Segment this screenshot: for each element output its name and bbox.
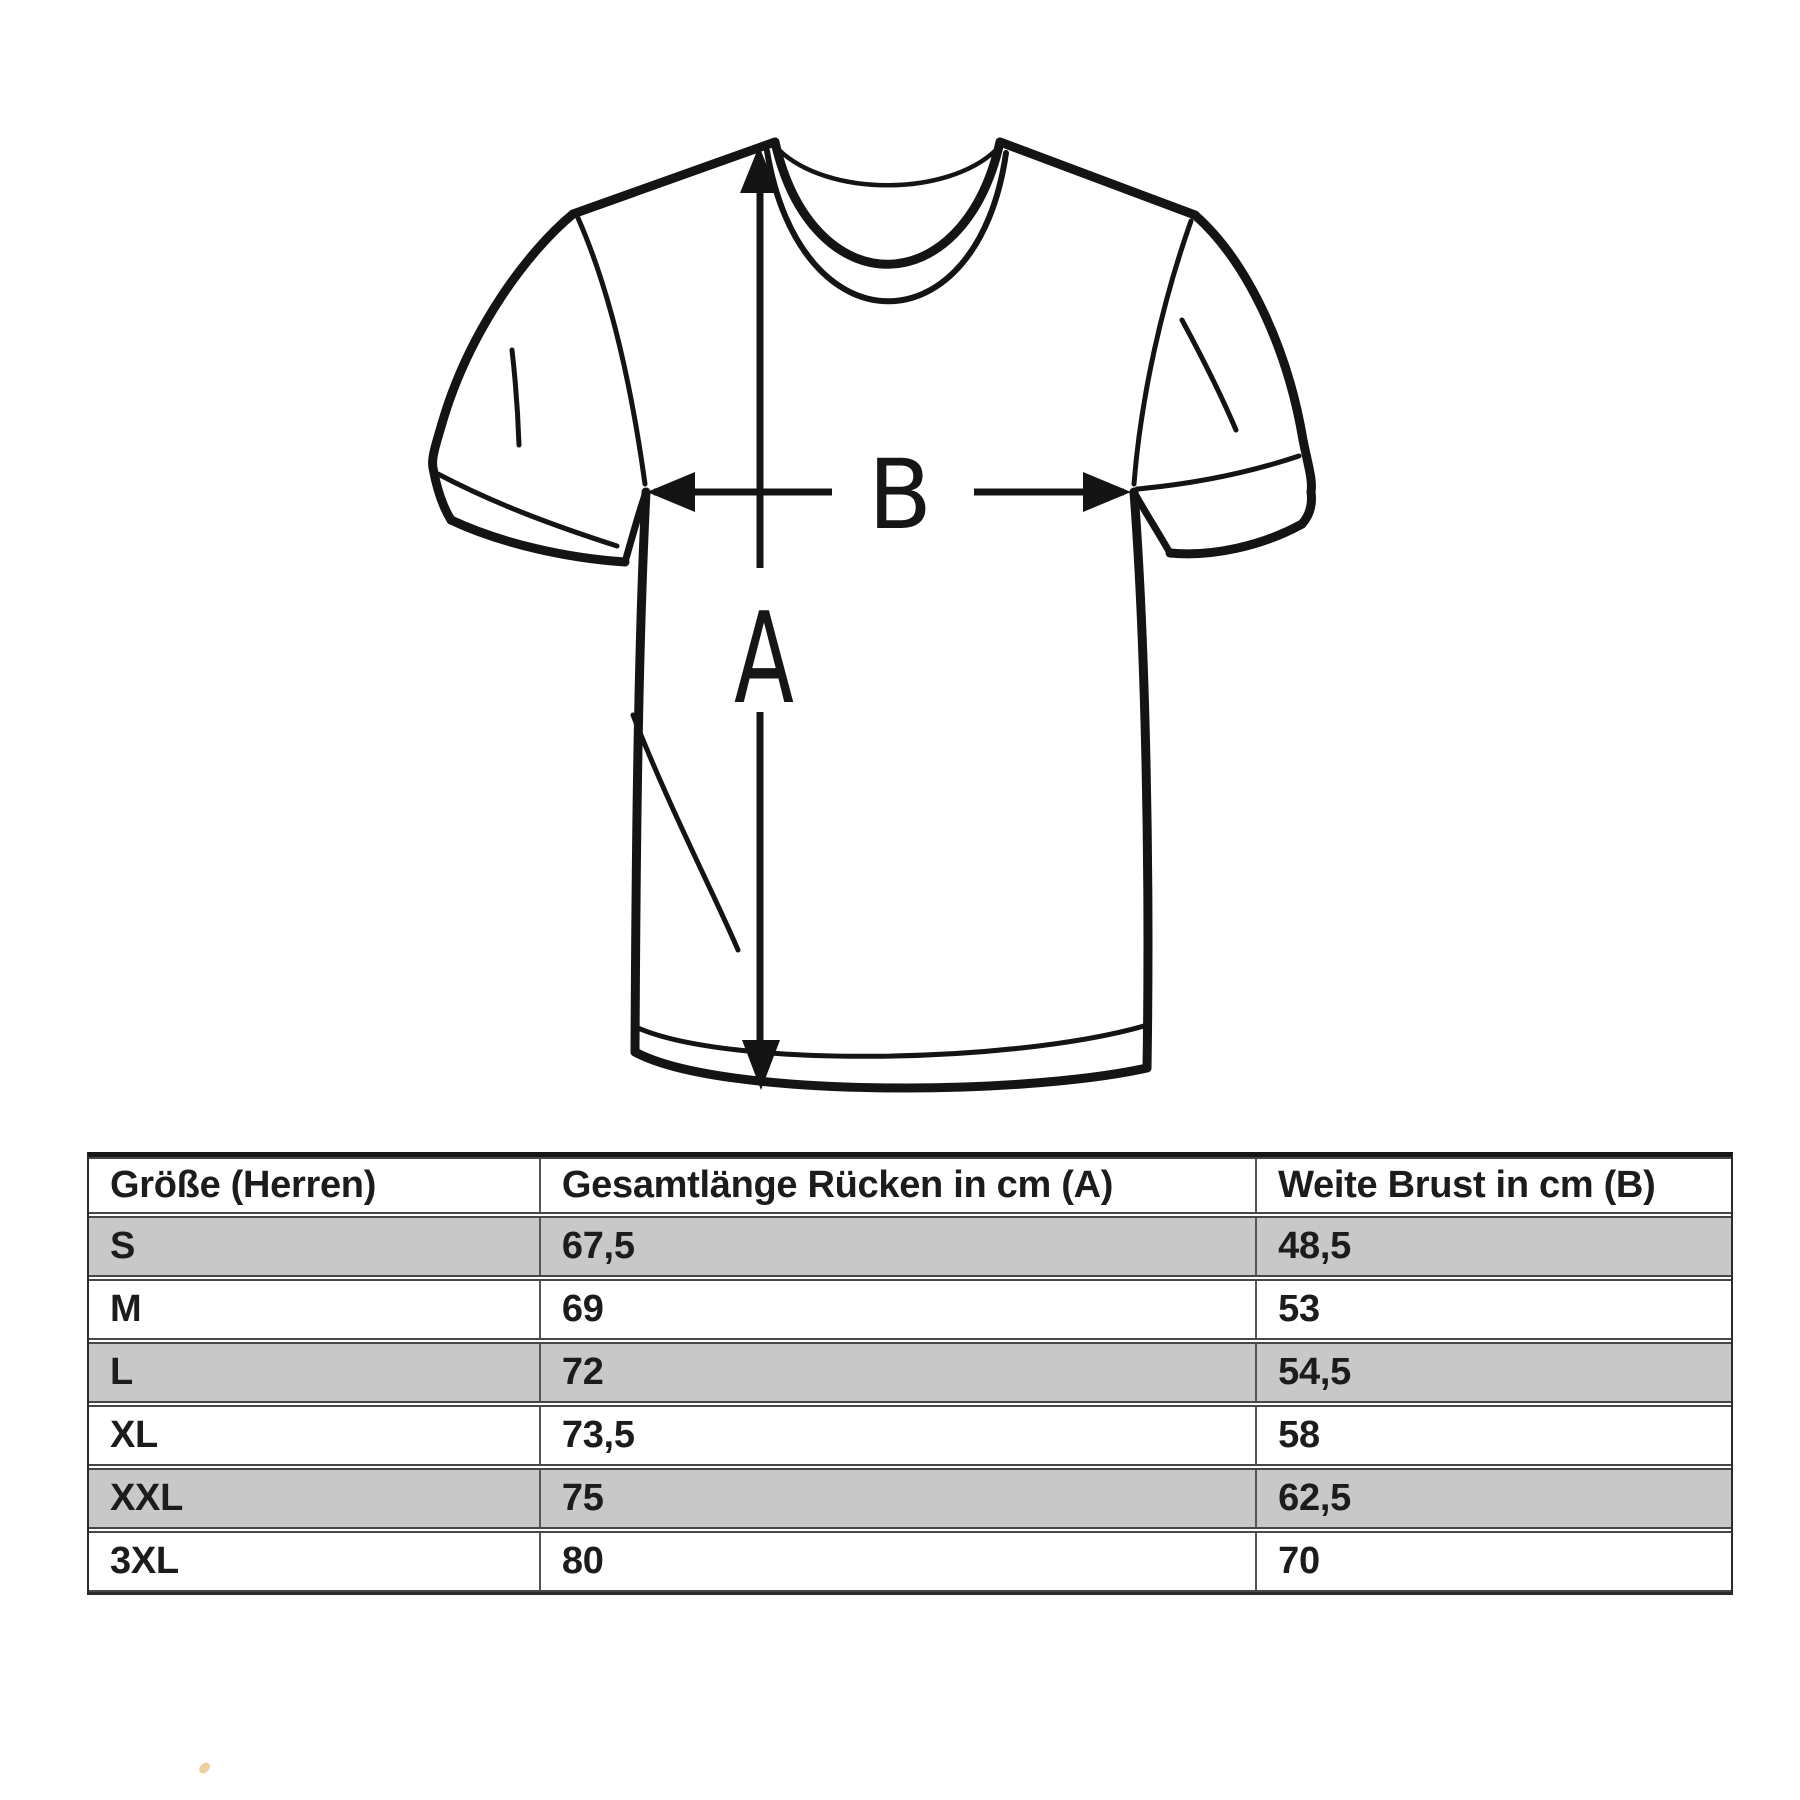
body-wrinkle bbox=[633, 715, 738, 950]
chest-cell: 62,5 bbox=[1255, 1470, 1731, 1527]
chest-cell: 53 bbox=[1255, 1281, 1731, 1338]
right-shoulder-seam bbox=[1000, 142, 1195, 215]
size-cell: M bbox=[110, 1288, 142, 1330]
size-cell: S bbox=[110, 1225, 136, 1267]
chest-cell: 58 bbox=[1255, 1407, 1731, 1464]
size-cell: 3XL bbox=[110, 1540, 179, 1582]
right-sleeve-cuff-bottom bbox=[1170, 524, 1302, 554]
size-table bbox=[87, 1152, 1733, 1595]
right-cuff-seam bbox=[1137, 456, 1299, 489]
table-row bbox=[89, 1279, 1731, 1340]
length-cell: 73,5 bbox=[539, 1407, 1255, 1464]
right-sleeve-wrinkle bbox=[1182, 320, 1236, 430]
right-armhole-seam bbox=[1134, 221, 1191, 484]
header-cell-chest: Weite Brust in cm (B) bbox=[1255, 1159, 1731, 1212]
body-left-edge bbox=[635, 492, 646, 1052]
chest-cell: 48,5 bbox=[1255, 1218, 1731, 1275]
chest-arrow bbox=[647, 439, 1131, 551]
left-sleeve-outer-edge bbox=[433, 214, 573, 520]
length-arrow bbox=[734, 146, 794, 1090]
collar-band-bottom bbox=[767, 151, 1006, 301]
chest-cell: 54,5 bbox=[1255, 1344, 1731, 1401]
left-sleeve-wrinkle bbox=[512, 350, 519, 445]
header-cell-length: Gesamtlänge Rücken in cm (A) bbox=[539, 1159, 1255, 1212]
tshirt-outline bbox=[433, 142, 1312, 1088]
length-cell: 69 bbox=[539, 1281, 1255, 1338]
size-cell: XL bbox=[110, 1414, 158, 1456]
chest-arrow-head-left bbox=[647, 472, 695, 512]
table-row bbox=[89, 1405, 1731, 1466]
header-cell-size: Größe (Herren) bbox=[110, 1164, 377, 1206]
size-cell: L bbox=[110, 1351, 133, 1393]
table-row bbox=[89, 1216, 1731, 1277]
left-shoulder-seam bbox=[573, 142, 775, 214]
length-cell: 75 bbox=[539, 1470, 1255, 1527]
length-cell: 67,5 bbox=[539, 1218, 1255, 1275]
length-cell: 80 bbox=[539, 1533, 1255, 1590]
hem-band-seam bbox=[638, 1026, 1144, 1056]
collar-back-line bbox=[779, 150, 996, 185]
left-cuff-seam bbox=[438, 474, 617, 546]
table-row bbox=[89, 1531, 1731, 1592]
label-a: A bbox=[734, 585, 794, 732]
left-armhole-seam bbox=[578, 218, 645, 484]
table-header-row bbox=[89, 1157, 1731, 1214]
table-row bbox=[89, 1468, 1731, 1529]
chest-arrow-head-right bbox=[1083, 472, 1131, 512]
body-right-edge bbox=[1134, 492, 1148, 1068]
length-cell: 72 bbox=[539, 1344, 1255, 1401]
collar-band-top bbox=[775, 142, 1000, 264]
size-cell: XXL bbox=[110, 1477, 184, 1519]
table-row bbox=[89, 1342, 1731, 1403]
chest-cell: 70 bbox=[1255, 1533, 1731, 1590]
label-b: B bbox=[868, 439, 932, 551]
